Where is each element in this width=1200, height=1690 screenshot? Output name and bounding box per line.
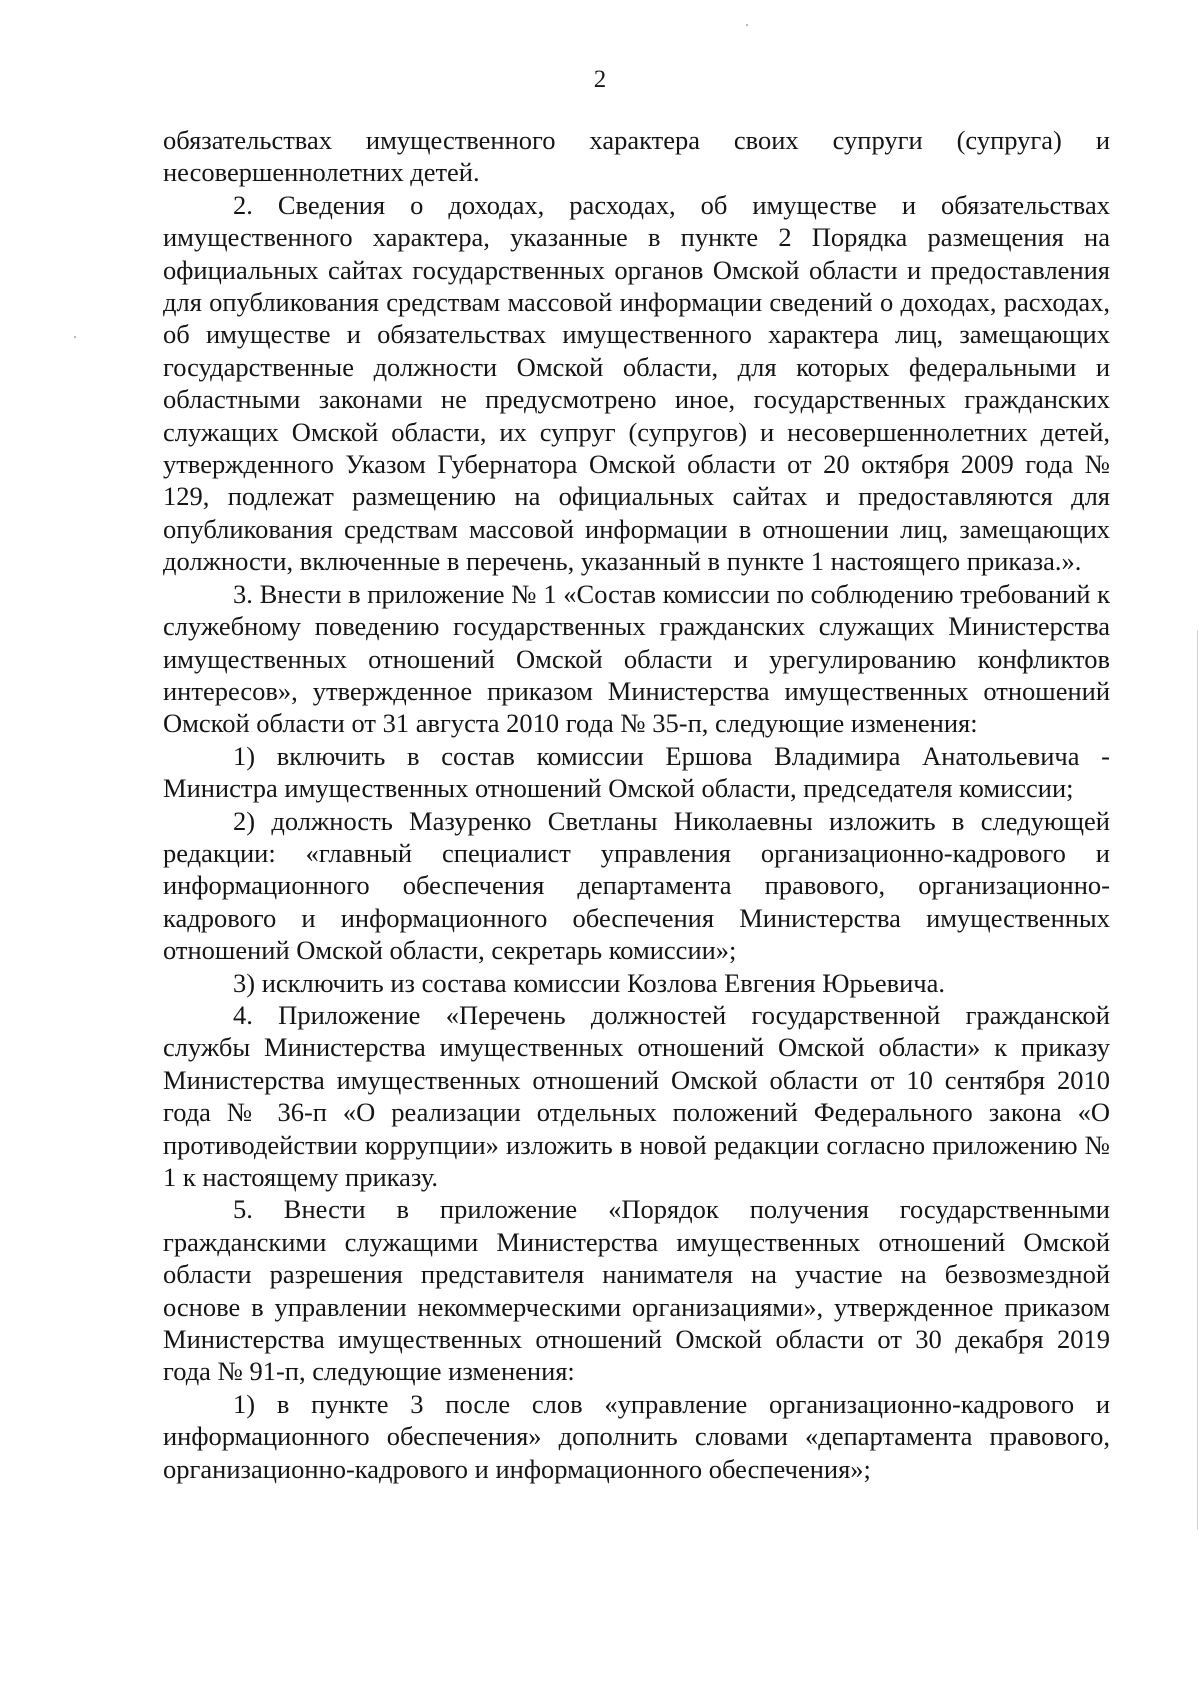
paragraph-item-5: 5. Внести в приложение «Порядок получения государственными гражданскими служащими Министерства имущественных отношений Омской области разрешения представителя нанимателя на участие на безвозмездной основе в управлении некоммерческими организациями», утвержденное приказом Министерства имущественных отношений Омской области от 30 декабря 2019 года № 91-п, следующие изменения: <box>163 1194 1110 1387</box>
subparagraph-3-1: 1) включить в состав комиссии Ершова Владимира Анатольевича - Министра имущественных отношений Омской области, председателя комиссии; <box>163 740 1110 804</box>
scan-mark-top <box>746 24 748 26</box>
scan-mark-left <box>74 336 76 338</box>
subparagraph-3-2: 2) должность Мазуренко Светланы Николаевны изложить в следующей редакции: «главный специалист управления организационно-кадрового и информационного обеспечения департамента правового, организационно-кадрового и информационного обеспечения Министерства имущественных отношений Омской области, секретарь комиссии»; <box>163 805 1110 966</box>
scan-mark-right-edge <box>1197 630 1198 1530</box>
paragraph-item-4: 4. Приложение «Перечень должностей государственной гражданской службы Министерства имущественных отношений Омской области» к приказу Министерства имущественных отношений Омской области от 10 сентября 2010 года № 36-п «О реализации отдельных положений Федерального закона «О противодействии коррупции» изложить в новой редакции согласно приложению № 1 к настоящему приказу. <box>163 999 1110 1192</box>
paragraph-item-2: 2. Сведения о доходах, расходах, об имуществе и обязательствах имущественного характера, указанные в пункте 2 Порядка размещения на официальных сайтах государственных органов Омской области и предоставления для опубликования средствам массовой информации сведений о доходах, расходах, об имуществе и обязательствах имущественного характера лиц, замещающих государственные должности Омской области, для которых федеральными и областными законами не предусмотрено иное, государственных гражданских служащих Омской области, их супруг (супругов) и несовершеннолетних детей, утвержденного Указом Губернатора Омской области от 20 октября 2009 года № 129, подлежат размещению на официальных сайтах и предоставляются для опубликования средствам массовой информации в отношении лиц, замещающих должности, включенные в перечень, указанный в пункте 1 настоящего приказа.». <box>163 189 1110 577</box>
subparagraph-5-1: 1) в пункте 3 после слов «управление организационно-кадрового и информационного обеспечения» дополнить словами «департамента правового, организационно-кадрового и информационного обеспечения»; <box>163 1388 1110 1484</box>
document-body <box>163 124 1110 1485</box>
paragraph-continuation: обязательствах имущественного характера своих супруги (супруга) и несовершеннолетних детей. <box>163 125 1110 188</box>
page-number: 2 <box>593 66 607 93</box>
subparagraph-3-3: 3) исключить из состава комиссии Козлова Евгения Юрьевича. <box>233 967 945 998</box>
paragraph-item-3: 3. Внести в приложение № 1 «Состав комиссии по соблюдению требований к служебному поведению государственных гражданских служащих Министерства имущественных отношений Омской области и урегулированию конфликтов интересов», утвержденное приказом Министерства имущественных отношений Омской области от 31 августа 2010 года № 35-п, следующие изменения: <box>163 578 1110 739</box>
